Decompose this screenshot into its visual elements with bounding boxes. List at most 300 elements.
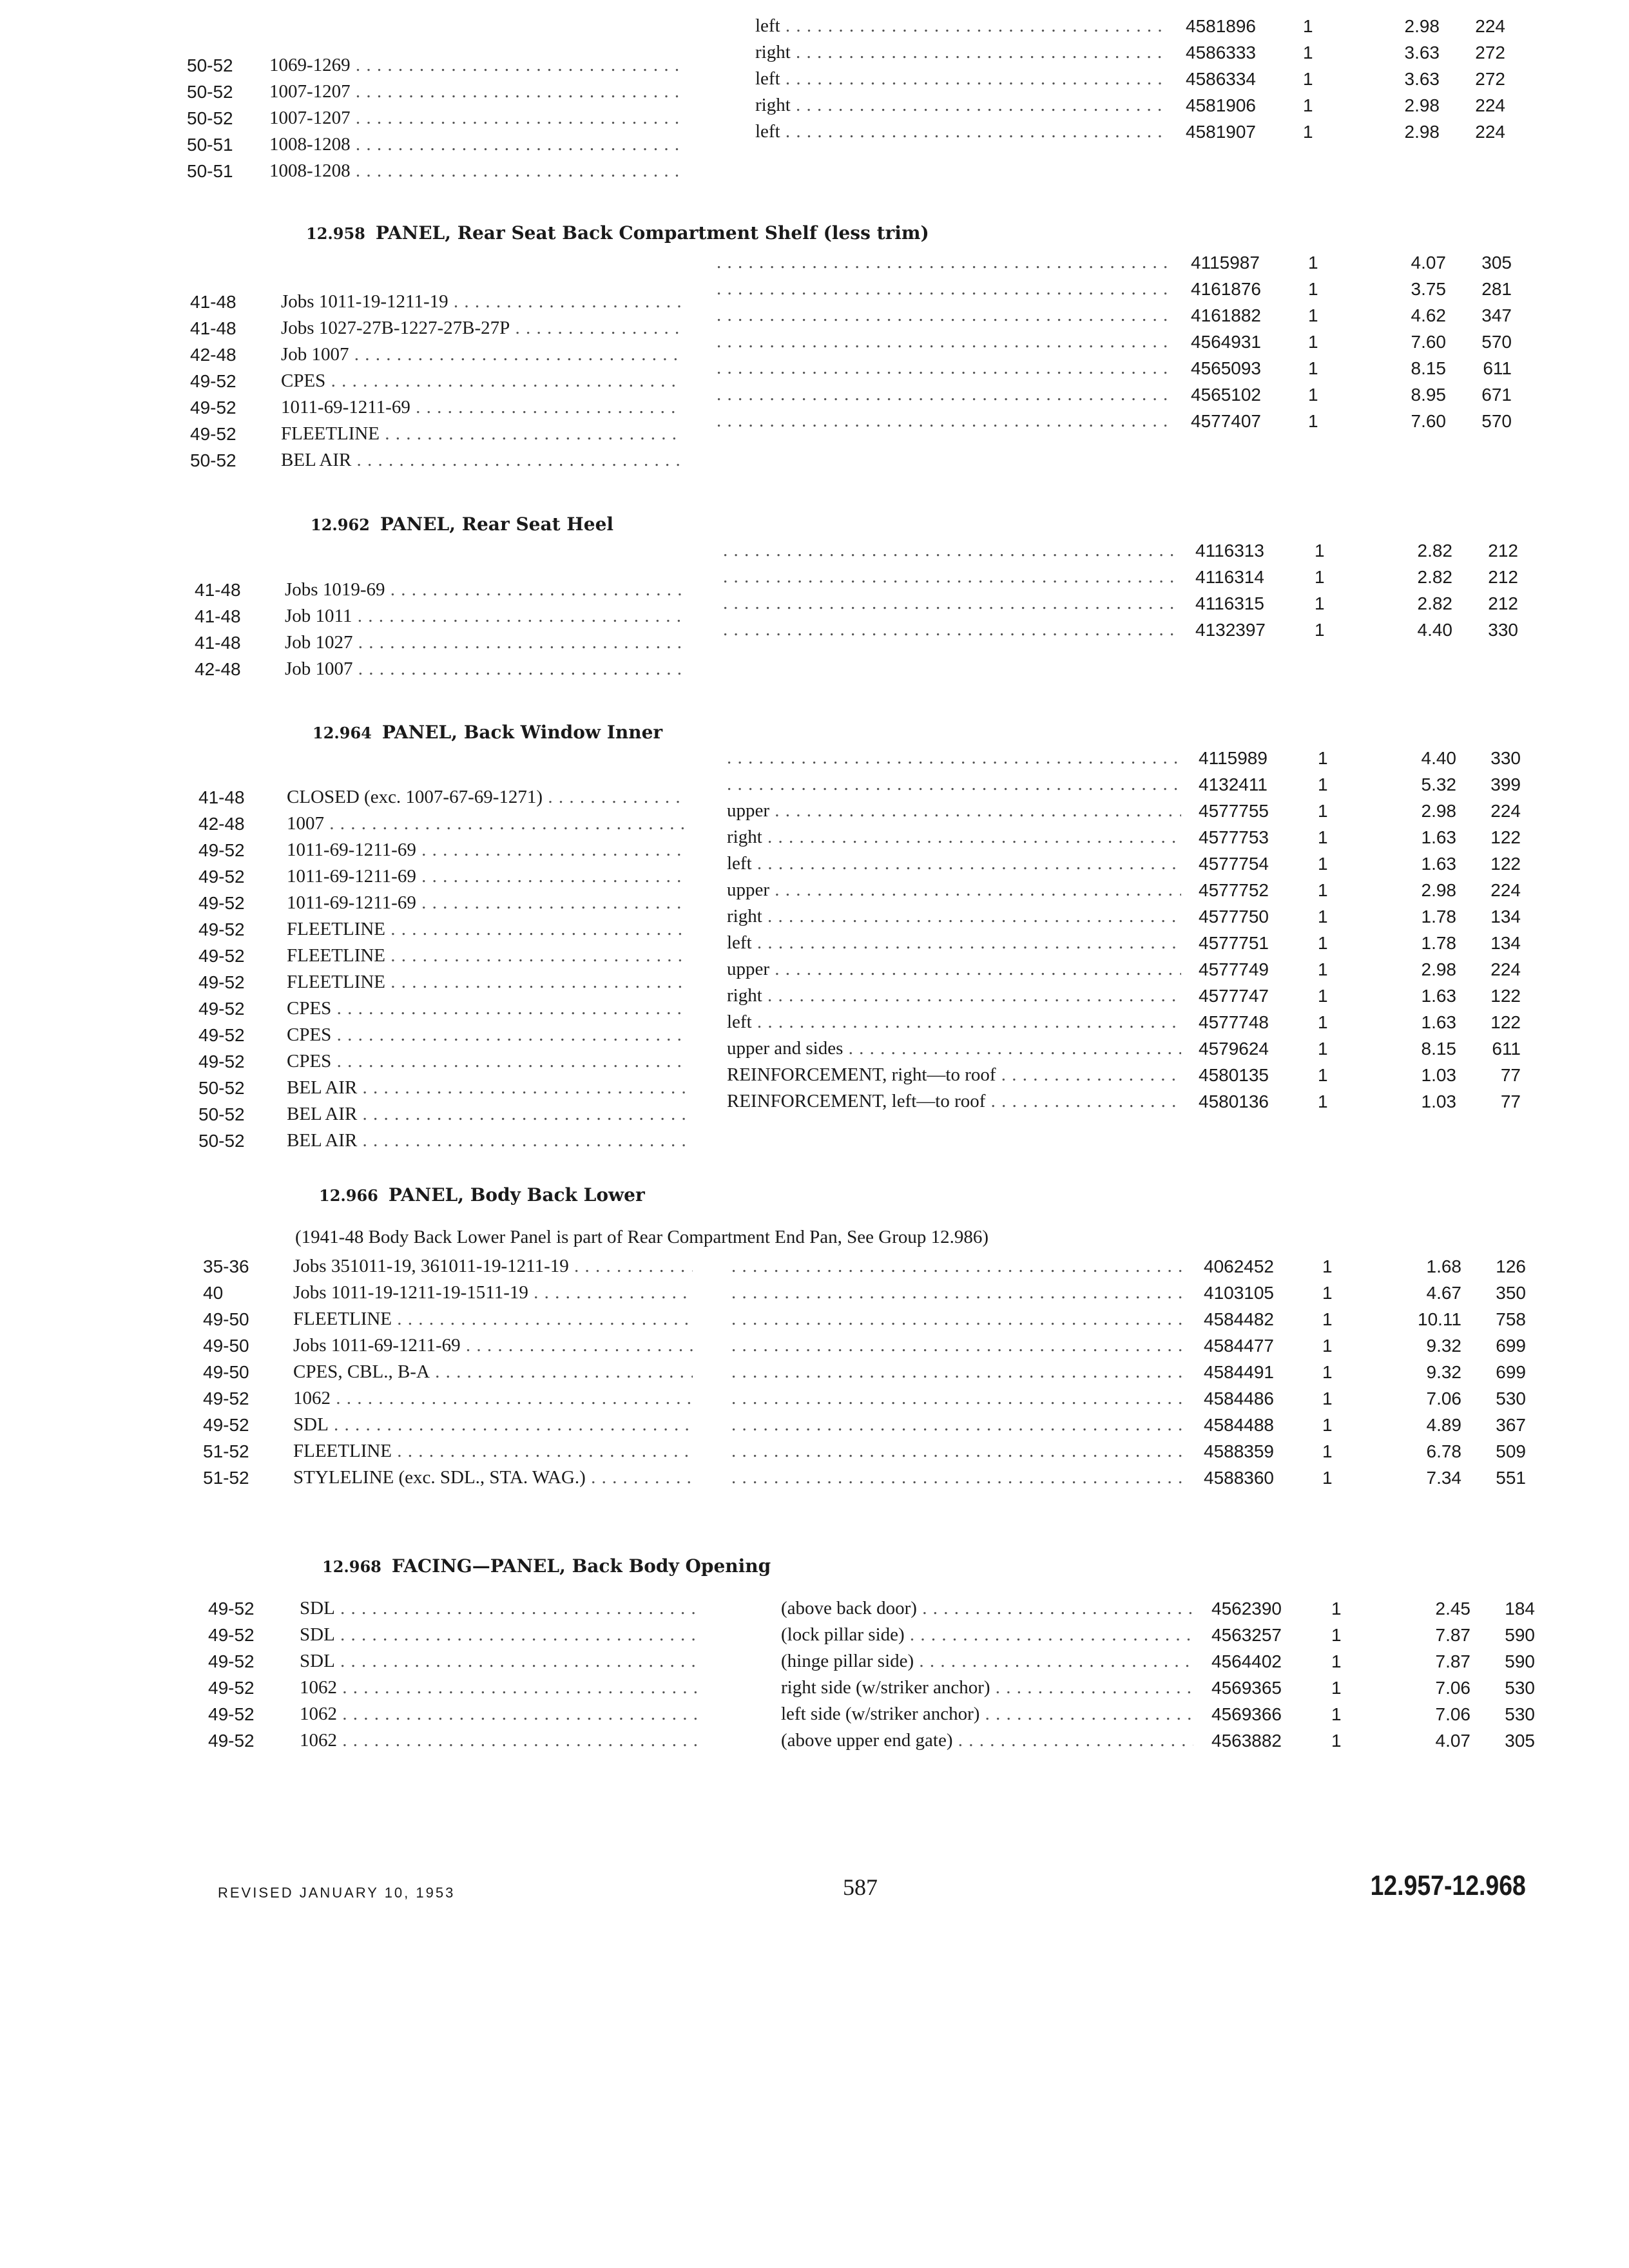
price-code: 77 — [1500, 1065, 1521, 1085]
position-description — [731, 1412, 1182, 1438]
quantity: 1 — [1331, 1704, 1342, 1724]
part-number: 4577752 — [1199, 880, 1269, 900]
price-code: 530 — [1496, 1389, 1526, 1408]
table-row — [0, 1280, 1629, 1306]
position-description: right . . . — [727, 824, 1181, 850]
quantity: 1 — [1308, 253, 1318, 273]
price-code: 590 — [1505, 1651, 1535, 1671]
price-code: 272 — [1475, 43, 1505, 62]
part-number: 4577407 — [1191, 411, 1262, 431]
list-price: 7.60 — [1411, 332, 1446, 352]
model-year: 49-52 — [198, 1025, 245, 1045]
position-description — [723, 590, 1177, 617]
price-code: 122 — [1490, 854, 1521, 874]
position-description: right . . . — [727, 983, 1181, 1009]
price-code: 126 — [1496, 1256, 1526, 1276]
model-year: 49-52 — [203, 1415, 249, 1435]
model-year: 49-52 — [190, 398, 236, 418]
model-year: 49-50 — [203, 1309, 249, 1329]
quantity: 1 — [1315, 567, 1325, 587]
table-row — [0, 1727, 1629, 1754]
table-row — [0, 1128, 1629, 1154]
quantity: 1 — [1322, 1283, 1333, 1303]
position-description — [731, 1385, 1182, 1412]
table-row — [0, 1675, 1629, 1701]
list-price: 7.34 — [1426, 1468, 1461, 1488]
part-number: 4161876 — [1191, 279, 1262, 299]
part-number: 4584488 — [1204, 1415, 1275, 1435]
part-number: 4577751 — [1199, 933, 1269, 953]
model-year: 50-51 — [187, 135, 233, 155]
list-price: 3.63 — [1404, 69, 1440, 89]
application-description: FLEETLINE . . . — [287, 943, 686, 969]
price-code: 134 — [1490, 907, 1521, 927]
list-price: 1.68 — [1426, 1256, 1461, 1276]
application-description: 1011-69-1211-69 . . . — [287, 863, 686, 890]
price-code: 122 — [1490, 1012, 1521, 1032]
part-number: 4565093 — [1191, 358, 1262, 378]
position-description: (hinge pillar side) . . . — [781, 1648, 1193, 1675]
model-year: 42-48 — [195, 659, 241, 679]
section-number: 12.968 — [322, 1557, 381, 1576]
model-year: 49-52 — [190, 424, 236, 444]
part-number: 4132397 — [1195, 620, 1266, 640]
quantity: 1 — [1318, 959, 1328, 979]
application-description: Job 1007 . . . — [285, 656, 684, 682]
quantity: 1 — [1318, 880, 1328, 900]
list-price: 10.11 — [1418, 1309, 1461, 1329]
application-description: SDL . . . — [300, 1648, 699, 1675]
quantity: 1 — [1318, 1012, 1328, 1032]
table-row — [0, 1701, 1629, 1727]
part-number: 4588360 — [1204, 1468, 1275, 1488]
price-code: 305 — [1481, 253, 1512, 273]
section-heading — [306, 222, 929, 244]
quantity: 1 — [1315, 541, 1325, 561]
price-code: 281 — [1481, 279, 1512, 299]
list-price: 7.06 — [1426, 1389, 1461, 1408]
quantity: 1 — [1318, 1065, 1328, 1085]
table-row — [0, 1622, 1629, 1648]
list-price: 2.98 — [1404, 95, 1440, 115]
quantity: 1 — [1322, 1389, 1333, 1408]
quantity: 1 — [1318, 933, 1328, 953]
quantity: 1 — [1318, 854, 1328, 874]
quantity: 1 — [1331, 1599, 1342, 1619]
part-number: 4577749 — [1199, 959, 1269, 979]
model-year: 49-52 — [208, 1625, 255, 1645]
part-number: 4586333 — [1186, 43, 1257, 62]
application-description: CPES . . . — [281, 368, 680, 394]
part-number: 4564402 — [1211, 1651, 1282, 1671]
section-title: PANEL, Rear Seat Heel — [380, 514, 614, 535]
application-description: 1062 . . . — [300, 1727, 699, 1754]
price-code: 530 — [1505, 1704, 1535, 1724]
model-year: 49-50 — [203, 1336, 249, 1356]
section-title: PANEL, Rear Seat Back Compartment Shelf (less trim) — [375, 222, 929, 244]
application-description: SDL . . . — [300, 1595, 699, 1622]
section-heading — [313, 722, 662, 743]
application-description: BEL AIR . . . — [287, 1101, 686, 1128]
part-number: 4115987 — [1191, 253, 1260, 273]
quantity: 1 — [1331, 1625, 1342, 1645]
application-description: Job 1027 . . . — [285, 629, 684, 656]
table-row — [0, 1648, 1629, 1675]
position-description: right . . . — [755, 39, 1168, 66]
section-heading — [322, 1555, 771, 1577]
position-description — [731, 1438, 1182, 1465]
model-year: 51-52 — [203, 1468, 249, 1488]
list-price: 4.62 — [1411, 305, 1446, 325]
position-description: left side (w/striker anchor) . . . — [781, 1701, 1193, 1727]
position-description — [717, 329, 1171, 355]
table-row — [0, 1465, 1629, 1491]
application-description: Jobs 1019-69 . . . — [285, 577, 684, 603]
list-price: 2.98 — [1404, 122, 1440, 142]
quantity: 1 — [1308, 385, 1318, 405]
list-price: 7.87 — [1435, 1651, 1470, 1671]
position-description — [727, 771, 1181, 798]
price-code: 224 — [1490, 880, 1521, 900]
list-price: 1.78 — [1421, 933, 1456, 953]
quantity: 1 — [1308, 305, 1318, 325]
application-description: FLEETLINE . . . — [281, 421, 680, 447]
position-description: left . . . — [755, 119, 1168, 145]
model-year: 49-52 — [198, 840, 245, 860]
model-year: 49-52 — [208, 1599, 255, 1619]
quantity: 1 — [1318, 1039, 1328, 1059]
list-price: 4.40 — [1421, 748, 1456, 768]
list-price: 1.63 — [1421, 827, 1456, 847]
quantity: 1 — [1322, 1468, 1333, 1488]
application-description: 1062 . . . — [300, 1675, 699, 1701]
quantity: 1 — [1315, 593, 1325, 613]
price-code: 699 — [1496, 1362, 1526, 1382]
section-number: 12.964 — [313, 724, 372, 742]
part-number: 4581907 — [1186, 122, 1257, 142]
model-year: 50-52 — [187, 82, 233, 102]
revision-date: REVISED JANUARY 10, 1953 — [218, 1885, 456, 1901]
position-description: left . . . — [727, 930, 1181, 956]
model-year: 50-52 — [190, 450, 236, 470]
table-row — [0, 1332, 1629, 1359]
price-code: 224 — [1490, 801, 1521, 821]
part-number: 4584486 — [1204, 1389, 1275, 1408]
quantity: 1 — [1318, 774, 1328, 794]
application-description: STYLELINE (exc. SDL., STA. WAG.) . . . — [293, 1465, 693, 1491]
quantity: 1 — [1322, 1256, 1333, 1276]
price-code: 399 — [1490, 774, 1521, 794]
price-code: 611 — [1483, 358, 1512, 378]
price-code: 212 — [1488, 567, 1518, 587]
model-year: 41-48 — [195, 580, 241, 600]
price-code: 699 — [1496, 1336, 1526, 1356]
page-number: 587 — [843, 1874, 878, 1900]
price-code: 590 — [1505, 1625, 1535, 1645]
quantity: 1 — [1322, 1415, 1333, 1435]
quantity: 1 — [1303, 69, 1313, 89]
section-title: FACING—PANEL, Back Body Opening — [391, 1555, 771, 1577]
model-year: 49-52 — [208, 1704, 255, 1724]
position-description: upper . . . — [727, 798, 1181, 824]
quantity: 1 — [1322, 1309, 1333, 1329]
list-price: 2.98 — [1421, 959, 1456, 979]
model-year: 49-52 — [198, 1052, 245, 1072]
position-description: upper . . . — [727, 877, 1181, 903]
position-description — [717, 276, 1171, 302]
price-code: 134 — [1490, 933, 1521, 953]
quantity: 1 — [1331, 1651, 1342, 1671]
quantity: 1 — [1331, 1731, 1342, 1751]
part-number: 4116315 — [1195, 593, 1264, 613]
price-code: 530 — [1505, 1678, 1535, 1698]
list-price: 7.60 — [1411, 411, 1446, 431]
table-row — [0, 1253, 1629, 1280]
application-description: Jobs 1011-19-1211-19 . . . — [281, 289, 680, 315]
position-description — [731, 1280, 1182, 1306]
application-description: SDL . . . — [293, 1412, 693, 1438]
quantity: 1 — [1318, 827, 1328, 847]
table-row — [0, 411, 1629, 447]
position-description — [731, 1359, 1182, 1385]
model-year: 49-52 — [198, 972, 245, 992]
model-year: 41-48 — [198, 787, 245, 807]
list-price: 7.06 — [1435, 1678, 1470, 1698]
application-description: SDL . . . — [300, 1622, 699, 1648]
application-description: CPES . . . — [287, 1022, 686, 1048]
list-price: 2.82 — [1417, 567, 1452, 587]
application-description: FLEETLINE . . . — [287, 969, 686, 995]
quantity: 1 — [1303, 43, 1313, 62]
model-year: 50-52 — [187, 55, 233, 75]
model-year: 49-52 — [203, 1389, 249, 1408]
part-number: 4584482 — [1204, 1309, 1275, 1329]
list-price: 1.63 — [1421, 986, 1456, 1006]
application-description: CPES . . . — [287, 995, 686, 1022]
price-code: 212 — [1488, 593, 1518, 613]
quantity: 1 — [1318, 986, 1328, 1006]
position-description: left . . . — [755, 66, 1168, 92]
position-description — [723, 537, 1177, 564]
quantity: 1 — [1318, 748, 1328, 768]
section-number: 12.962 — [311, 515, 370, 534]
price-code: 758 — [1496, 1309, 1526, 1329]
table-row — [0, 1595, 1629, 1622]
list-price: 2.45 — [1435, 1599, 1470, 1619]
model-year: 41-48 — [190, 292, 236, 312]
price-code: 224 — [1490, 959, 1521, 979]
part-number: 4116313 — [1195, 541, 1264, 561]
part-number: 4577753 — [1199, 827, 1269, 847]
quantity: 1 — [1331, 1678, 1342, 1698]
table-row — [0, 1438, 1629, 1465]
application-description: Jobs 1027-27B-1227-27B-27P . . . — [281, 315, 680, 341]
model-year: 49-52 — [198, 893, 245, 913]
price-code: 224 — [1475, 95, 1505, 115]
part-number: 4584491 — [1204, 1362, 1275, 1382]
application-description: BEL AIR . . . — [287, 1075, 686, 1101]
part-number: 4577747 — [1199, 986, 1269, 1006]
list-price: 1.03 — [1421, 1065, 1456, 1085]
model-year: 42-48 — [190, 345, 236, 365]
part-number: 4580135 — [1199, 1065, 1269, 1085]
list-price: 8.15 — [1411, 358, 1446, 378]
position-description — [731, 1306, 1182, 1332]
application-description: 1008-1208 . . . — [269, 158, 682, 184]
part-number: 4132411 — [1199, 774, 1268, 794]
price-code: 671 — [1481, 385, 1512, 405]
part-number: 4161882 — [1191, 305, 1262, 325]
position-description: (above back door) . . . — [781, 1595, 1193, 1622]
price-code: 570 — [1481, 332, 1512, 352]
price-code: 509 — [1496, 1441, 1526, 1461]
position-description — [717, 408, 1171, 434]
position-description — [731, 1332, 1182, 1359]
application-description: BEL AIR . . . — [281, 447, 680, 474]
part-number: 4580136 — [1199, 1091, 1269, 1111]
position-description: upper and sides . . . — [727, 1035, 1181, 1062]
part-number: 4562390 — [1211, 1599, 1282, 1619]
quantity: 1 — [1303, 16, 1313, 36]
model-year: 40 — [203, 1283, 224, 1303]
model-year: 42-48 — [198, 814, 245, 834]
model-year: 49-52 — [208, 1731, 255, 1751]
application-description: FLEETLINE . . . — [287, 916, 686, 943]
application-description: Job 1007 . . . — [281, 341, 680, 368]
part-number: 4579624 — [1199, 1039, 1269, 1059]
part-number: 4116314 — [1195, 567, 1264, 587]
model-year: 35-36 — [203, 1256, 249, 1276]
price-code: 122 — [1490, 827, 1521, 847]
quantity: 1 — [1318, 1091, 1328, 1111]
part-number: 4565102 — [1191, 385, 1262, 405]
position-description: right . . . — [727, 903, 1181, 930]
list-price: 7.87 — [1435, 1625, 1470, 1645]
quantity: 1 — [1322, 1336, 1333, 1356]
list-price: 8.95 — [1411, 385, 1446, 405]
application-description: Jobs 351011-19, 361011-19-1211-19 . . . — [293, 1253, 693, 1280]
list-price: 4.40 — [1417, 620, 1452, 640]
model-year: 49-52 — [208, 1651, 255, 1671]
price-code: 122 — [1490, 986, 1521, 1006]
list-price: 6.78 — [1426, 1441, 1461, 1461]
price-code: 272 — [1475, 69, 1505, 89]
price-code: 350 — [1496, 1283, 1526, 1303]
position-description — [717, 302, 1171, 329]
position-description — [717, 381, 1171, 408]
model-year: 50-52 — [198, 1078, 245, 1098]
section-number: 12.958 — [306, 224, 365, 243]
quantity: 1 — [1308, 279, 1318, 299]
list-price: 4.89 — [1426, 1415, 1461, 1435]
part-number: 4103105 — [1204, 1283, 1275, 1303]
application-description: 1007-1207 . . . — [269, 105, 682, 131]
list-price: 3.63 — [1404, 43, 1440, 62]
group-range: 12.957-12.968 — [1370, 1870, 1526, 1901]
model-year: 49-52 — [198, 867, 245, 887]
part-number: 4577755 — [1199, 801, 1269, 821]
model-year: 49-50 — [203, 1362, 249, 1382]
application-description: 1011-69-1211-69 . . . — [281, 394, 680, 421]
list-price: 2.82 — [1417, 541, 1452, 561]
quantity: 1 — [1308, 332, 1318, 352]
model-year: 41-48 — [190, 318, 236, 338]
position-description — [717, 249, 1171, 276]
position-description: right . . . — [755, 92, 1168, 119]
position-description: upper . . . — [727, 956, 1181, 983]
table-row — [0, 158, 1629, 184]
application-description: 1011-69-1211-69 . . . — [287, 837, 686, 863]
quantity: 1 — [1303, 122, 1313, 142]
application-description: Jobs 1011-19-1211-19-1511-19 . . . — [293, 1280, 693, 1306]
list-price: 1.63 — [1421, 854, 1456, 874]
list-price: 2.82 — [1417, 593, 1452, 613]
position-description: left . . . — [727, 1009, 1181, 1035]
table-row — [0, 1385, 1629, 1412]
list-price: 1.78 — [1421, 907, 1456, 927]
model-year: 49-52 — [190, 371, 236, 391]
part-number: 4581906 — [1186, 95, 1257, 115]
table-row — [0, 656, 1629, 682]
part-number: 4062452 — [1204, 1256, 1275, 1276]
application-description: CPES, CBL., B-A . . . — [293, 1359, 693, 1385]
section-heading — [319, 1184, 645, 1206]
price-code: 551 — [1496, 1468, 1526, 1488]
position-description: (above upper end gate) . . . — [781, 1727, 1193, 1754]
list-price: 5.32 — [1421, 774, 1456, 794]
application-description: 1069-1269 . . . — [269, 52, 682, 79]
list-price: 1.63 — [1421, 1012, 1456, 1032]
position-description: left . . . — [755, 13, 1168, 39]
position-description — [717, 355, 1171, 381]
part-number: 4581896 — [1186, 16, 1257, 36]
model-year: 50-52 — [187, 108, 233, 128]
list-price: 4.07 — [1411, 253, 1446, 273]
position-description — [727, 745, 1181, 771]
model-year: 50-51 — [187, 161, 233, 181]
part-number: 4577750 — [1199, 907, 1269, 927]
model-year: 41-48 — [195, 633, 241, 653]
model-year: 51-52 — [203, 1441, 249, 1461]
price-code: 570 — [1481, 411, 1512, 431]
model-year: 50-52 — [198, 1104, 245, 1124]
application-description: 1062 . . . — [300, 1701, 699, 1727]
quantity: 1 — [1318, 801, 1328, 821]
application-description: 1011-69-1211-69 . . . — [287, 890, 686, 916]
list-price: 8.15 — [1421, 1039, 1456, 1059]
model-year: 49-52 — [198, 919, 245, 939]
part-number: 4563257 — [1211, 1625, 1282, 1645]
part-number: 4577754 — [1199, 854, 1269, 874]
application-description: BEL AIR . . . — [287, 1128, 686, 1154]
part-number: 4564931 — [1191, 332, 1262, 352]
part-number: 4584477 — [1204, 1336, 1275, 1356]
table-row — [0, 620, 1629, 656]
list-price: 2.98 — [1404, 16, 1440, 36]
price-code: 77 — [1500, 1091, 1521, 1111]
price-code: 184 — [1505, 1599, 1535, 1619]
table-row — [0, 1306, 1629, 1332]
list-price: 4.07 — [1435, 1731, 1470, 1751]
table-row — [0, 121, 1629, 158]
quantity: 1 — [1318, 907, 1328, 927]
price-code: 330 — [1488, 620, 1518, 640]
section-note: (1941-48 Body Back Lower Panel is part of Rear Compartment End Pan, See Group 12.986) — [295, 1227, 989, 1247]
position-description — [731, 1253, 1182, 1280]
model-year: 49-52 — [198, 999, 245, 1019]
application-description: 1007 . . . — [287, 811, 686, 837]
table-row — [0, 1091, 1629, 1128]
